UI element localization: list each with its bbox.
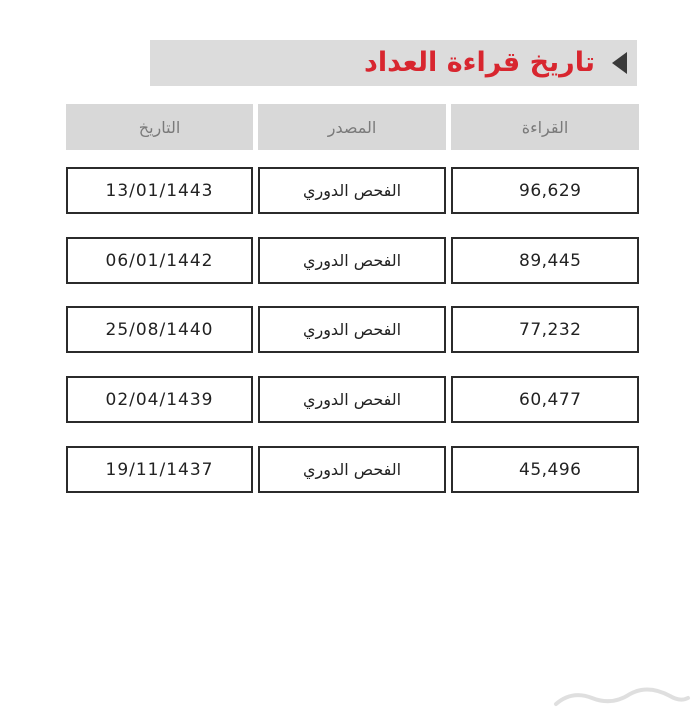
header-source: المصدر bbox=[258, 104, 446, 150]
section-title-bar bbox=[150, 40, 637, 86]
page-title: تاريخ قراءة العداد bbox=[363, 47, 595, 78]
header-reading: القراءة bbox=[451, 104, 639, 150]
header-date: التاريخ bbox=[66, 104, 253, 150]
reading-cell: 45,496 bbox=[451, 446, 639, 493]
date-cell: 02/04/1439 bbox=[66, 376, 253, 423]
reading-cell: 89,445 bbox=[451, 237, 639, 284]
date-cell: 06/01/1442 bbox=[66, 237, 253, 284]
source-cell: الفحص الدوري bbox=[258, 237, 446, 284]
date-cell: 19/11/1437 bbox=[66, 446, 253, 493]
source-cell: الفحص الدوري bbox=[258, 446, 446, 493]
date-cell: 13/01/1443 bbox=[66, 167, 253, 214]
triangle-left-icon bbox=[612, 52, 627, 74]
watermark-logo bbox=[552, 686, 692, 710]
reading-cell: 77,232 bbox=[451, 306, 639, 353]
source-cell: الفحص الدوري bbox=[258, 167, 446, 214]
reading-cell: 60,477 bbox=[451, 376, 639, 423]
reading-cell: 96,629 bbox=[451, 167, 639, 214]
source-cell: الفحص الدوري bbox=[258, 376, 446, 423]
source-cell: الفحص الدوري bbox=[258, 306, 446, 353]
date-cell: 25/08/1440 bbox=[66, 306, 253, 353]
